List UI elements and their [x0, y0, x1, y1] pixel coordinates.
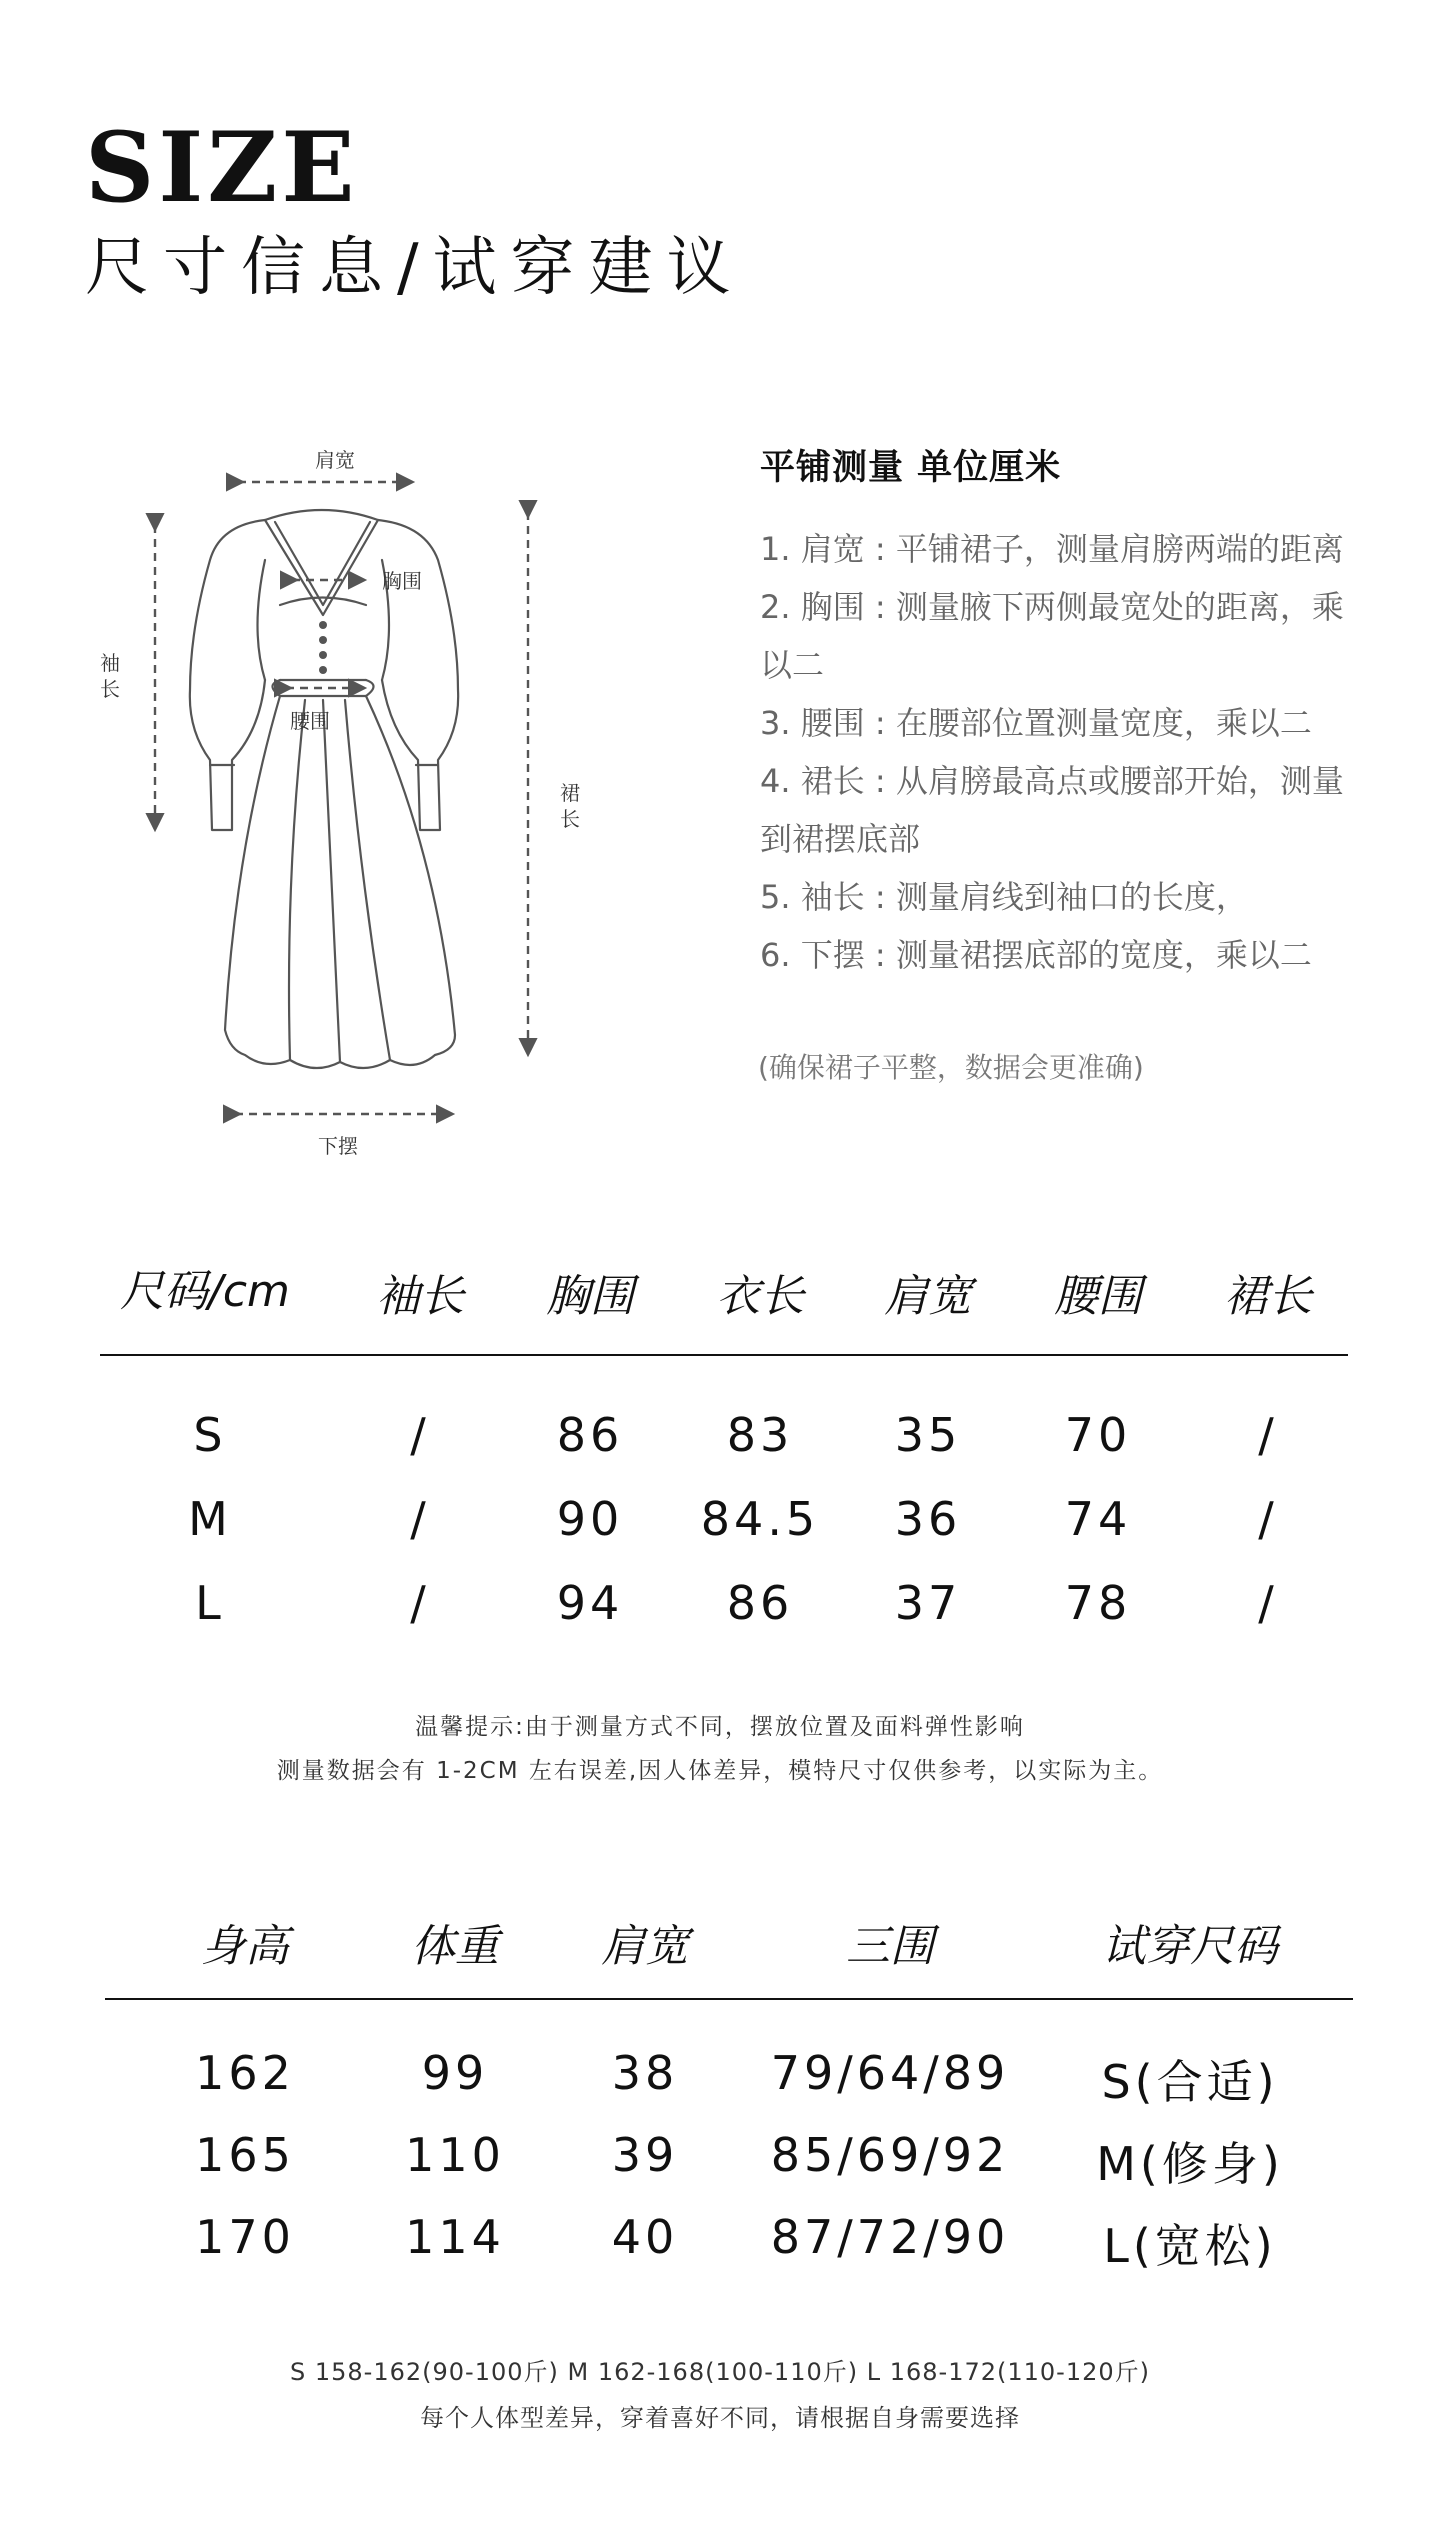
table-cell: L(宽松)	[1103, 2219, 1277, 2273]
table-cell: 39	[611, 2128, 679, 2182]
size-note-2: 测量数据会有 1-2CM 左右误差,因人体差异，模特尺寸仅供参考，以实际为主。	[276, 1758, 1164, 1784]
table-cell: /	[410, 1492, 430, 1546]
fit-table-header: 三围	[846, 1921, 934, 1972]
list-item: 1. 肩宽 : 平铺裙子，测量肩膀两端的距离	[760, 530, 1344, 568]
table-cell: /	[410, 1408, 430, 1462]
table-cell: /	[1258, 1408, 1278, 1462]
table-cell: M(修身)	[1096, 2137, 1284, 2191]
table-cell: M	[188, 1492, 232, 1546]
table-cell: 83	[726, 1408, 794, 1462]
table-cell: 87/72/90	[770, 2210, 1010, 2264]
list-item: 2. 胸围 : 测量腋下两侧最宽处的距离，乘以二	[760, 588, 1344, 684]
table-cell: 38	[611, 2046, 679, 2100]
table-cell: 86	[726, 1576, 794, 1630]
size-note-1: 温馨提示:由于测量方式不同，摆放位置及面料弹性影响	[415, 1714, 1025, 1740]
table-cell: 37	[894, 1576, 962, 1630]
size-table-header: 肩宽	[884, 1271, 972, 1322]
table-cell: 85/69/92	[770, 2128, 1010, 2182]
table-cell: 94	[556, 1576, 624, 1630]
table-cell: 78	[1064, 1576, 1132, 1630]
table-cell: 110	[405, 2128, 505, 2182]
table-cell: /	[1258, 1576, 1278, 1630]
table-cell: 162	[195, 2046, 295, 2100]
fit-table-header: 体重	[411, 1921, 499, 1972]
size-table-header: 衣长	[716, 1271, 804, 1322]
table-cell: L	[195, 1576, 225, 1630]
label-chest: 胸围	[382, 569, 422, 593]
table-cell: /	[1258, 1492, 1278, 1546]
fit-note-2: 每个人体型差异，穿着喜好不同，请根据自身需要选择	[420, 2404, 1020, 2432]
list-item: 5. 袖长 : 测量肩线到袖口的长度，	[760, 878, 1248, 916]
table-cell: 79/64/89	[770, 2046, 1010, 2100]
divider	[105, 1998, 1353, 2000]
table-cell: 74	[1064, 1492, 1132, 1546]
table-cell: 114	[405, 2210, 505, 2264]
page-title: SIZE	[85, 111, 359, 224]
table-cell: 40	[611, 2210, 679, 2264]
list-item: 4. 裙长 : 从肩膀最高点或腰部开始，测量到裙摆底部	[760, 762, 1344, 858]
list-item: 6. 下摆 : 测量裙摆底部的宽度，乘以二	[760, 936, 1312, 974]
table-cell: 70	[1064, 1408, 1132, 1462]
table-cell: 35	[894, 1408, 962, 1462]
size-table-header: 袖长	[376, 1271, 464, 1322]
label-hem: 下摆	[318, 1134, 358, 1158]
table-cell: 90	[556, 1492, 624, 1546]
fit-table-header: 身高	[201, 1921, 289, 1972]
table-cell: S	[193, 1408, 227, 1462]
table-cell: 36	[894, 1492, 962, 1546]
label-shoulder: 肩宽	[315, 448, 355, 472]
instructions-title: 平铺测量 单位厘米	[760, 448, 1062, 488]
dress-diagram	[60, 430, 620, 1170]
label-waist: 腰围	[290, 709, 330, 733]
table-cell: S(合适)	[1101, 2055, 1279, 2109]
fit-table-header: 试穿尺码	[1102, 1921, 1278, 1972]
table-cell: 99	[421, 2046, 489, 2100]
fit-table-header: 肩宽	[601, 1921, 689, 1972]
instructions-list	[760, 520, 1370, 984]
size-table-header: 胸围	[546, 1271, 634, 1322]
size-table-header: 尺码/cm	[120, 1266, 290, 1317]
instructions-note: (确保裙子平整，数据会更准确)	[758, 1051, 1144, 1084]
table-cell: 165	[195, 2128, 295, 2182]
table-cell: 86	[556, 1408, 624, 1462]
label-skirt: 裙长	[560, 781, 580, 831]
table-cell: /	[410, 1576, 430, 1630]
page-subtitle: 尺寸信息/试穿建议	[85, 231, 745, 305]
divider	[100, 1354, 1348, 1356]
dress-outline-icon	[60, 430, 620, 1170]
fit-note-1: S 158-162(90-100斤) M 162-168(100-110斤) L 168-172(110-120斤)	[289, 2358, 1151, 2386]
table-cell: 170	[195, 2210, 295, 2264]
list-item: 3. 腰围 : 在腰部位置测量宽度，乘以二	[760, 704, 1312, 742]
table-cell: 84.5	[700, 1492, 820, 1546]
size-table-header: 裙长	[1224, 1271, 1312, 1322]
size-table-header: 腰围	[1054, 1271, 1142, 1322]
label-sleeve: 袖长	[100, 651, 120, 701]
